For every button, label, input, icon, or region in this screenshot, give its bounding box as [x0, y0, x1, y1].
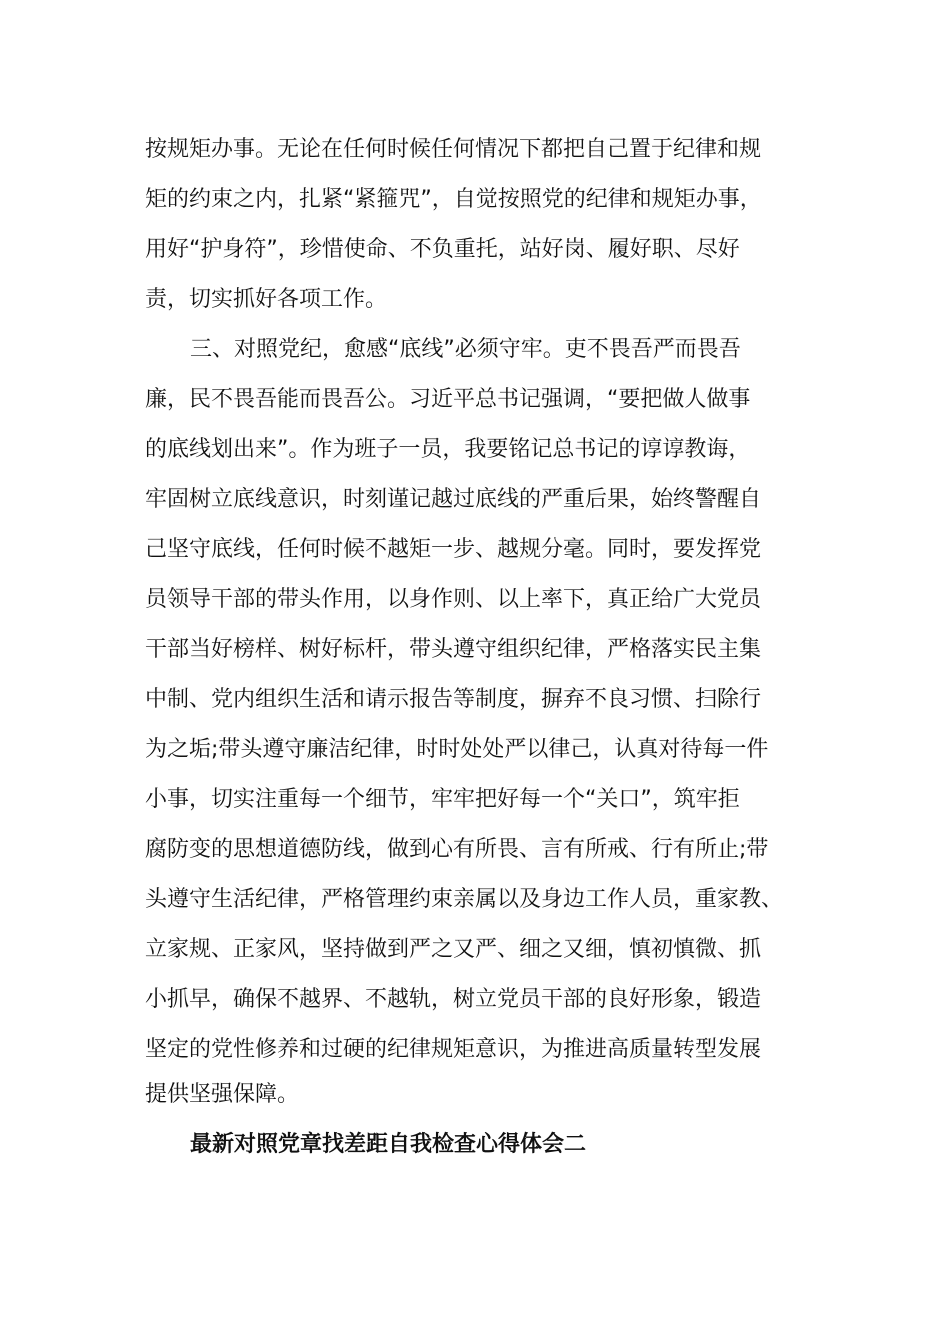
body-line-13: 为之垢;带头遵守廉洁纪律，时时处处严以律己，认真对待每一件: [145, 737, 769, 762]
body-line-10: 员领导干部的带头作用，以身作则、以上率下，真正给广大党员: [145, 587, 762, 612]
body-line-20: 提供坚强保障。: [145, 1082, 300, 1107]
section-three-first-line: 三、对照党纪，愈感“底线”必须守牢。吏不畏吾严而畏吾: [190, 337, 741, 362]
body-line-8: 牢固树立底线意识，时刻谨记越过底线的严重后果，始终警醒自: [145, 487, 762, 512]
body-line-4: 责，切实抓好各项工作。: [145, 287, 388, 312]
body-line-17: 立家规、正家风，坚持做到严之又严、细之又细，慎初慎微、抓: [145, 937, 762, 962]
body-line-14: 小事，切实注重每一个细节，牢牢把好每一个“关口”，筑牢拒: [145, 787, 740, 812]
body-line-1: 按规矩办事。无论在任何时候任何情况下都把自己置于纪律和规: [145, 137, 762, 162]
body-line-15: 腐防变的思想道德防线，做到心有所畏、言有所戒、行有所止;带: [145, 837, 769, 862]
body-line-3: 用好“护身符”，珍惜使命、不负重托，站好岗、履好职、尽好: [145, 237, 740, 262]
body-line-2: 矩的约束之内，扎紧“紧箍咒”，自觉按照党的纪律和规矩办事，: [145, 187, 762, 212]
body-line-6: 廉，民不畏吾能而畏吾公。习近平总书记强调，“要把做人做事: [145, 387, 751, 412]
body-line-9: 己坚守底线，任何时候不越矩一步、越规分毫。同时，要发挥党: [145, 537, 762, 562]
body-line-19: 坚定的党性修养和过硬的纪律规矩意识，为推进高质量转型发展: [145, 1037, 762, 1062]
body-line-16: 头遵守生活纪律，严格管理约束亲属以及身边工作人员，重家教、: [145, 887, 784, 912]
body-line-7: 的底线划出来”。作为班子一员，我要铭记总书记的谆谆教诲，: [145, 437, 751, 462]
body-line-11: 干部当好榜样、树好标杆，带头遵守组织纪律，严格落实民主集: [145, 637, 762, 662]
section-heading: 最新对照党章找差距自我检查心得体会二: [190, 1132, 587, 1157]
body-line-18: 小抓早，确保不越界、不越轨，树立党员干部的良好形象，锻造: [145, 987, 762, 1012]
body-line-12: 中制、党内组织生活和请示报告等制度，摒弃不良习惯、扫除行: [145, 687, 762, 712]
